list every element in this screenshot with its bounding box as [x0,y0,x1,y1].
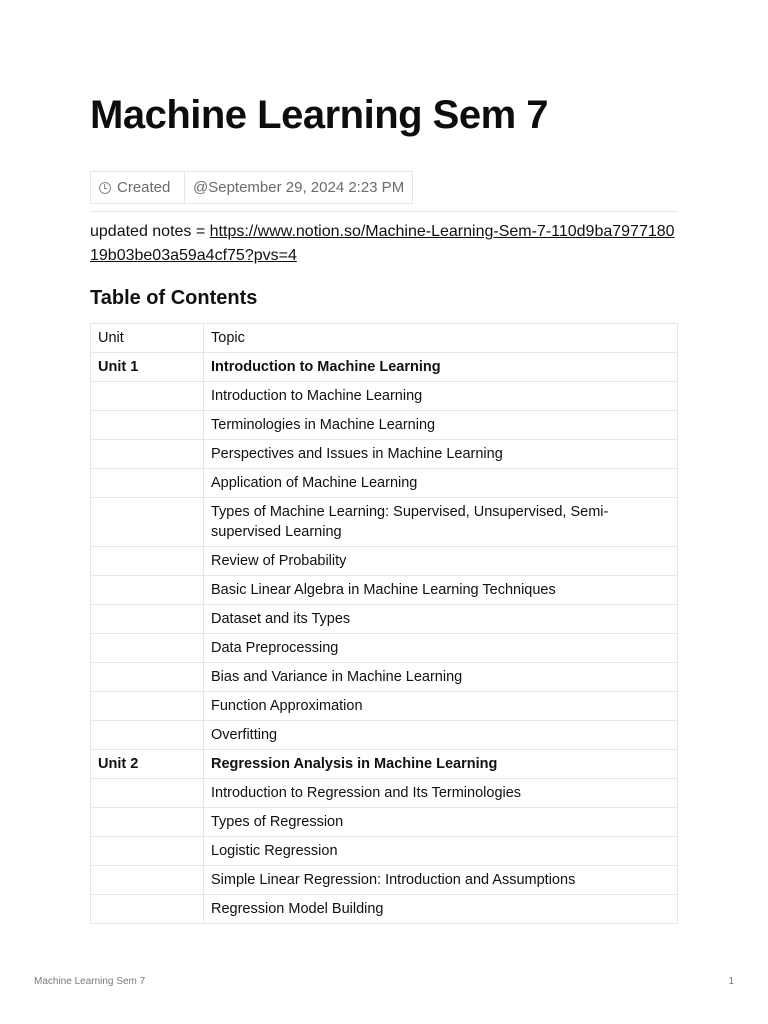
toc-unit-cell [91,576,204,605]
toc-row [91,692,678,721]
toc-row [91,576,678,605]
toc-topic-cell: Types of Regression [204,808,678,837]
toc-row [91,469,678,498]
toc-topic-cell: Application of Machine Learning [204,469,678,498]
footer-page-number: 1 [728,976,734,987]
toc-row [91,663,678,692]
toc-row [91,440,678,469]
toc-unit-cell [91,866,204,895]
toc-topic-cell: Introduction to Regression and Its Terminologies [204,779,678,808]
toc-unit-cell: Unit 1 [91,353,204,382]
toc-row [91,837,678,866]
toc-row [91,498,678,547]
toc-topic-cell: Terminologies in Machine Learning [204,411,678,440]
toc-topic-cell: Introduction to Machine Learning [204,382,678,411]
toc-header-row [91,324,678,353]
toc-heading: Table of Contents [90,287,258,309]
toc-topic-cell: Basic Linear Algebra in Machine Learning Techniques [204,576,678,605]
toc-unit-cell [91,663,204,692]
toc-row [91,547,678,576]
toc-unit-cell [91,411,204,440]
toc-unit-cell [91,605,204,634]
properties-table [90,171,413,204]
toc-topic-cell: Types of Machine Learning: Supervised, Unsupervised, Semi-supervised Learning [204,498,678,547]
toc-row [91,895,678,924]
updated-notes-label: updated notes = [90,223,210,240]
toc-row [91,382,678,411]
toc-unit-cell [91,498,204,547]
toc-topic-cell: Regression Model Building [204,895,678,924]
toc-unit-cell [91,837,204,866]
toc-topic-cell: Logistic Regression [204,837,678,866]
toc-table-body [91,324,678,924]
toc-row [91,605,678,634]
toc-topic-header: Topic [204,324,678,353]
toc-unit-cell [91,779,204,808]
toc-unit-row [91,750,678,779]
toc-unit-cell [91,808,204,837]
toc-unit-cell [91,895,204,924]
toc-topic-cell: Bias and Variance in Machine Learning [204,663,678,692]
toc-unit-cell [91,692,204,721]
toc-topic-cell: Regression Analysis in Machine Learning [204,750,678,779]
toc-unit-cell [91,721,204,750]
toc-unit-cell [91,547,204,576]
created-property-value: @September 29, 2024 2:23 PM [185,172,413,204]
toc-unit-cell [91,440,204,469]
page-properties [90,171,678,211]
toc-row [91,634,678,663]
toc-topic-cell: Simple Linear Regression: Introduction and Assumptions [204,866,678,895]
toc-table [90,323,678,924]
created-property-key [91,172,185,204]
toc-unit-cell: Unit 2 [91,750,204,779]
toc-unit-cell [91,469,204,498]
toc-topic-cell: Perspectives and Issues in Machine Learning [204,440,678,469]
toc-row [91,866,678,895]
toc-row [91,721,678,750]
toc-row [91,779,678,808]
properties-divider [90,211,678,212]
toc-topic-cell: Function Approximation [204,692,678,721]
toc-unit-row [91,353,678,382]
page-title: Machine Learning Sem 7 [90,93,549,137]
created-property-row [91,172,413,204]
toc-topic-cell: Overfitting [204,721,678,750]
toc-row [91,411,678,440]
toc-topic-cell: Data Preprocessing [204,634,678,663]
toc-unit-cell [91,634,204,663]
toc-row [91,808,678,837]
toc-topic-cell: Dataset and its Types [204,605,678,634]
footer-title: Machine Learning Sem 7 [34,976,146,987]
created-label: Created [117,179,171,196]
updated-notes-paragraph [90,220,680,268]
toc-topic-cell: Introduction to Machine Learning [204,353,678,382]
toc-unit-cell [91,382,204,411]
toc-unit-header: Unit [91,324,204,353]
toc-topic-cell: Review of Probability [204,547,678,576]
updated-notes-link[interactable]: https://www.notion.so/Machine-Learning-Sem-7-110d9ba797718019b03be03a59a4cf75?pvs=4 [90,223,675,264]
clock-icon [99,182,111,194]
